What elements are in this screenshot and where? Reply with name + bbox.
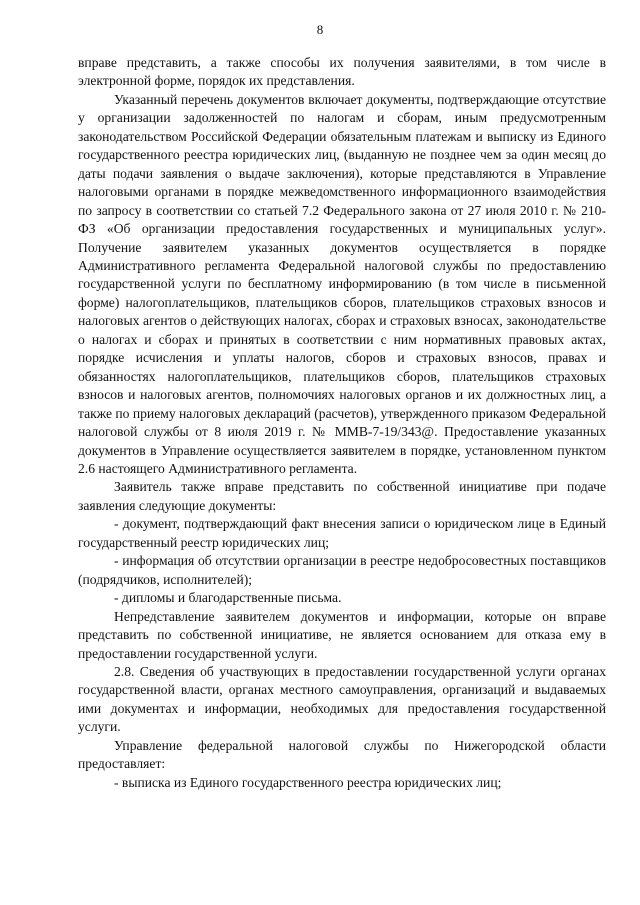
- paragraph: Управление федеральной налоговой службы по Нижегородской области предоставляет:: [78, 737, 606, 772]
- paragraph: - документ, подтверждающий факт внесения записи о юридическом лице в Единый государственный реестр юридических лиц;: [78, 516, 606, 550]
- paragraph: - выписка из Единого государственного реестра юридических лиц;: [114, 774, 502, 790]
- paragraph: - информация об отсутствии организации в реестре недобросовестных поставщиков (подрядчиков, исполнителей);: [78, 553, 606, 587]
- paragraph: Заявитель также вправе представить по собственной инициативе при подаче заявления следующие документы:: [78, 479, 606, 513]
- paragraph: вправе представить, а также способы их получения заявителями, в том числе в электронной форме, порядок их представления.: [78, 55, 606, 89]
- page-number: 8: [316, 22, 324, 37]
- paragraph: Непредставление заявителем документов и информации, которые он вправе представить по собственной инициативе, не является основанием для отказа ему в предоставлении государственной услуги.: [78, 608, 606, 661]
- paragraph: - дипломы и благодарственные письма.: [114, 590, 342, 606]
- paragraph: Указанный перечень документов включает документы, подтверждающие отсутствие у организации задолженностей по налогам и сборам, иным предусмотренным законодательством Российской Федерации обязательным платежам и выписку из Единого государственного реестра юридических лиц, (выданную не позднее чем за один месяц до даты подачи заявления о выдаче заключения), которые представляются в Управление налоговыми органами в порядке межведомственного информационного взаимодействия по запросу в соответствии со статьей 7.2 Федерального закона от 27 июля 2010 г. № 210-ФЗ «Об организации предоставления государственных и муниципальных услуг». Получение заявителем указанных документов осуществляется в порядке Административного регламента Федеральной налоговой службы по предоставлению государственной услуги по бесплатному информированию (в том числе в письменной форме) налогоплательщиков, плательщиков сборов, плательщиков страховых взносов и налоговых агентов о действующих налогах, сборах и страховых взносах, законодательстве о налогах и сборах и принятых в соответствии с ним нормативных правовых актах, порядке исчисления и уплаты налогов, сборов и страховых взносов, правах и обязанностях налогоплательщиков, плательщиков сборов, плательщиков страховых взносов и налоговых агентов, полномочиях налоговых органов и их должностных лиц, а также по приему налоговых деклараций (расчетов), утвержденного приказом Федеральной налоговой службы от 8 июля 2019 г. № ММВ-7-19/343@. Предоставление указанных документов в Управление осуществляется заявителем в порядке, установленном пунктом 2.6 настоящего Административного регламента.: [78, 91, 606, 476]
- paragraph: 2.8. Сведения об участвующих в предоставлении государственной услуги органах государственной власти, органах местного самоуправления, организаций и выдаваемых ими документах и информации, необходимых для предоставления государственной услуги.: [78, 663, 606, 735]
- document-body: [78, 54, 606, 792]
